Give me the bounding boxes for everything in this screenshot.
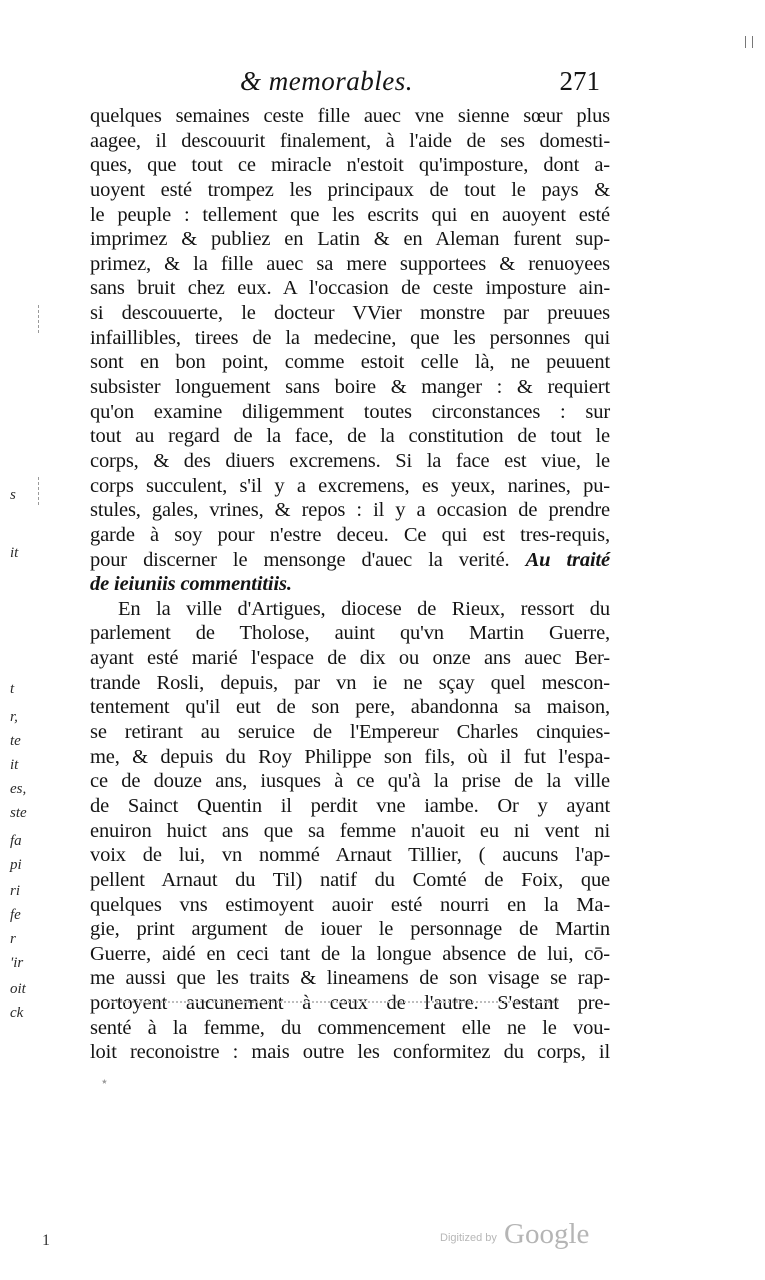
running-head (240, 66, 600, 100)
margin-fragment: es, (10, 781, 27, 797)
margin-fragment: ck (10, 1005, 24, 1021)
text-line: sans bruit chez eux. A l'occasion de ceste imposture ain- (90, 277, 610, 300)
text-line: voix de lui, vn nommé Arnaut Tillier, ( aucuns l'ap- (90, 844, 610, 867)
citation-line (90, 572, 610, 597)
margin-fragment: fe (10, 907, 21, 923)
marginal-citation-cont: de ieiuniis commentitiis. (90, 573, 292, 596)
text-line: ayant esté marié l'espace de dix ou onze ans auec Ber- (90, 647, 610, 670)
text-line: se retirant au seruice de l'Empereur Charles cinquies- (90, 721, 610, 744)
text-line: imprimez & publiez en Latin & en Aleman furent sup- (90, 228, 610, 251)
text-line: primez, & la fille auec sa mere supportees & renuoyees (90, 252, 610, 275)
margin-fragment: r (10, 931, 16, 947)
text-line: si descouuerte, le docteur VVier monstre par preuues (90, 302, 610, 325)
digitization-watermark (440, 1218, 610, 1252)
text-line: stules, gales, vrines, & repos : il y a occasion de prendre (90, 499, 610, 522)
page-number: 271 (559, 66, 600, 96)
text-line: tout au regard de la face, de la constitution de tout le (90, 425, 610, 448)
text-line: aagee, il descouurit finalement, à l'aide de ses domesti- (90, 129, 610, 152)
text-line: me aussi que les traits & lineamens de son visage se rap- (90, 967, 610, 990)
text-line: pellent Arnaut du Til) natif du Comté de Foix, que (90, 868, 610, 891)
text-line: sont en bon point, comme estoit celle là, ne peuuent (90, 351, 610, 374)
text-line: loit reconoistre : mais outre les conformitez du corps, il (90, 1041, 610, 1064)
text-line: infaillibles, tirees de la medecine, que les personnes qui (90, 326, 610, 349)
text-line: subsister longuement sans boire & manger : & requiert (90, 376, 610, 399)
margin-fragment: it (10, 545, 19, 561)
text-line: quelques vns estimoyent auoir esté nourri en la Ma- (90, 893, 610, 916)
text-line: me, & depuis du Roy Philippe son fils, où il fut l'espa- (90, 745, 610, 768)
text-line: le peuple : tellement que les escrits qui en auoyent esté (90, 203, 610, 226)
margin-fragment: it (10, 757, 19, 773)
margin-fragment: r, (10, 709, 18, 725)
text-line-with-citation (90, 548, 610, 573)
text-line: de Sainct Quentin il perdit vne iambe. Or y ayant (90, 794, 610, 817)
gutter-mark-bottom: 1 (42, 1232, 50, 1249)
show-through-mark: ⋆ (100, 1075, 109, 1090)
text-line: garde à soy pour n'estre deceu. Ce qui est tres-requis, (90, 523, 610, 546)
paragraph-start: En la ville d'Artigues, diocese de Rieux, ressort du (118, 597, 610, 620)
text-line: Guerre, aidé en ceci tant de la longue absence de lui, cō- (90, 942, 610, 965)
text-line: uoyent esté trompez les principaux de tout le pays & (90, 178, 610, 201)
text-line: tentement qu'il eut de son pere, abandonna sa maison, (90, 696, 610, 719)
text-line: enuiron huict ans que sa femme n'auoit eu ni vent ni (90, 819, 610, 842)
text-line: gie, print argument de iouer le personnage de Martin (90, 918, 610, 941)
text-line: quelques semaines ceste fille auec vne sienne sœur plus (90, 105, 610, 127)
margin-mark (745, 36, 753, 48)
gutter-mark (38, 477, 40, 505)
text-line: trande Rosli, depuis, par vn ie ne sçay quel mescon- (90, 671, 610, 694)
margin-fragment: pi (10, 857, 22, 873)
text-line: ce de douze ans, iusques à ce qu'à la prise de la ville (90, 770, 610, 793)
text-line: qu'on examine diligemment toutes circonstances : sur (90, 400, 610, 423)
margin-fragment: 'ir (10, 955, 24, 971)
show-through-line (108, 1001, 558, 1003)
body-text (90, 104, 610, 1065)
margin-fragment: fa (10, 833, 22, 849)
google-logo: Google (504, 1218, 590, 1250)
gutter-mark (38, 305, 40, 333)
text-line: corps, & des diuers excremens. Si la face est viue, le (90, 449, 610, 472)
watermark-prefix: Digitized by (440, 1232, 497, 1244)
text-line: portoyent aucunement à ceux de l'autre. S'estant pre- (90, 992, 610, 1015)
margin-fragment: te (10, 733, 21, 749)
margin-fragment: ri (10, 883, 21, 899)
margin-fragment: ste (10, 805, 27, 821)
margin-fragment: s (10, 487, 16, 503)
text-line: corps succulent, s'il y a excremens, es yeux, narines, pu- (90, 474, 610, 497)
text-segment: pour discerner le mensonge d'auec la verité. (90, 548, 510, 571)
text-line: parlement de Tholose, auint qu'vn Martin Guerre, (90, 622, 610, 645)
text-line: ques, que tout ce miracle n'estoit qu'imposture, dont a- (90, 154, 610, 177)
text-line: senté à la femme, du commencement elle ne le vou- (90, 1016, 610, 1039)
margin-fragment: oit (10, 981, 26, 997)
marginal-citation: Au traité (525, 548, 611, 571)
margin-fragment: t (10, 681, 15, 697)
running-title: & memorables. (240, 66, 413, 96)
